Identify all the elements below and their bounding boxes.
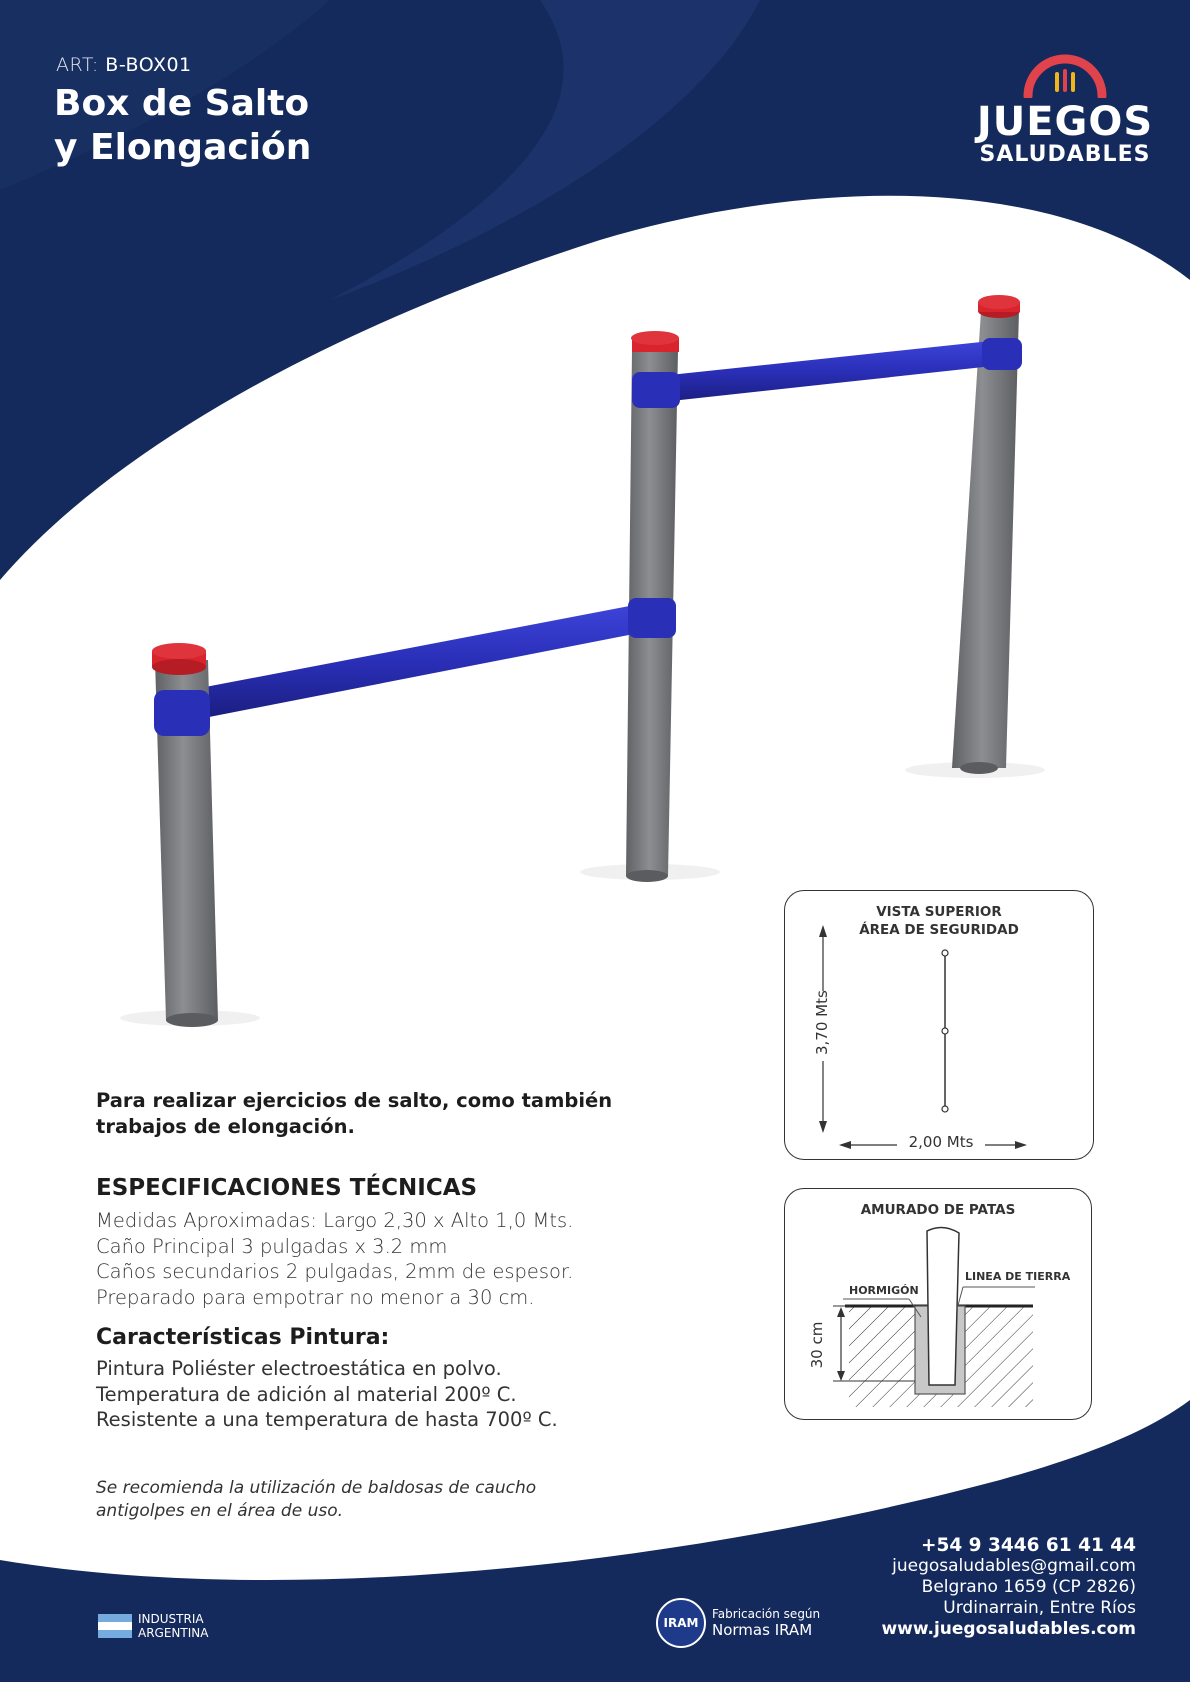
- safety-title-line-1: VISTA SUPERIOR: [876, 904, 1002, 920]
- argentina-flag-icon: [98, 1614, 132, 1638]
- website-link[interactable]: www.juegosaludables.com: [881, 1619, 1136, 1639]
- paint-list: [96, 1356, 558, 1433]
- iram-certification: [656, 1598, 820, 1648]
- upper-bar: [660, 340, 1002, 402]
- specs-heading: ESPECIFICACIONES TÉCNICAS: [96, 1175, 478, 1201]
- ground-line-label: LINEA DE TIERRA: [965, 1270, 1071, 1283]
- height-label: 3,70 Mts: [813, 990, 831, 1055]
- paint-item: Temperatura de adición al material 200º C.: [96, 1382, 517, 1406]
- logo-line-2: SALUDABLES: [979, 142, 1151, 167]
- safety-title-line-2: ÁREA DE SEGURIDAD: [859, 922, 1019, 938]
- article-number: B-BOX01: [105, 54, 192, 76]
- iram-badge-icon: IRAM: [656, 1598, 706, 1648]
- depth-label: 30 cm: [808, 1321, 826, 1369]
- intro-line-2: trabajos de elongación.: [96, 1115, 355, 1138]
- note-line-1: Se recomienda la utilización de baldosas de caucho: [96, 1478, 537, 1498]
- intro-line-1: Para realizar ejercicios de salto, como también: [96, 1089, 613, 1112]
- iram-line-1: Fabricación según: [712, 1607, 821, 1621]
- recommendation-note: [96, 1477, 596, 1523]
- anchoring-diagram: [784, 1188, 1092, 1420]
- clamp: [982, 338, 1022, 370]
- title-line-2: y Elongación: [54, 127, 312, 168]
- width-label: 2,00 Mts: [908, 1133, 974, 1151]
- title-line-1: Box de Salto: [54, 83, 310, 124]
- address-line-1: Belgrano 1659 (CP 2826): [921, 1577, 1136, 1597]
- industria-argentina: [98, 1612, 208, 1640]
- address-line-2: Urdinarrain, Entre Ríos: [943, 1598, 1136, 1618]
- lower-bar: [200, 604, 644, 718]
- concrete-label: HORMIGÓN: [849, 1284, 919, 1297]
- email-address[interactable]: juegosaludables@gmail.com: [892, 1556, 1136, 1576]
- anchor-drawing: [785, 1189, 1091, 1419]
- spec-item: Preparado para empotrar no menor a 30 cm.: [96, 1285, 535, 1309]
- note-line-2: antigolpes en el área de uso.: [96, 1501, 344, 1521]
- specs-list: [96, 1208, 573, 1310]
- industry-line-2: ARGENTINA: [138, 1626, 209, 1640]
- spec-item: Caño Principal 3 pulgadas x 3.2 mm: [96, 1234, 448, 1258]
- clamp: [154, 690, 210, 736]
- anchor-title: AMURADO DE PATAS: [860, 1202, 1016, 1218]
- spec-item: Caños secundarios 2 pulgadas, 2mm de espesor.: [96, 1260, 574, 1283]
- logo-line-1: JUEGOS: [976, 99, 1154, 145]
- industry-line-1: INDUSTRIA: [138, 1612, 204, 1626]
- clamp: [628, 598, 676, 638]
- article-label: ART:: [56, 54, 99, 76]
- safety-area-diagram: [784, 890, 1094, 1160]
- iram-line-2: Normas IRAM: [712, 1621, 813, 1639]
- spec-item: Medidas Aproximadas: Largo 2,30 x Alto 1,0 Mts.: [96, 1209, 574, 1232]
- paint-item: Resistente a una temperatura de hasta 700º C.: [96, 1408, 558, 1431]
- paint-heading: Características Pintura:: [96, 1325, 390, 1350]
- contact-info: [881, 1535, 1136, 1640]
- clamp: [632, 372, 680, 408]
- paint-item: Pintura Poliéster electroestática en polvo.: [96, 1357, 502, 1380]
- phone-number[interactable]: +54 9 3446 61 41 44: [920, 1535, 1136, 1556]
- intro-text: [96, 1088, 656, 1140]
